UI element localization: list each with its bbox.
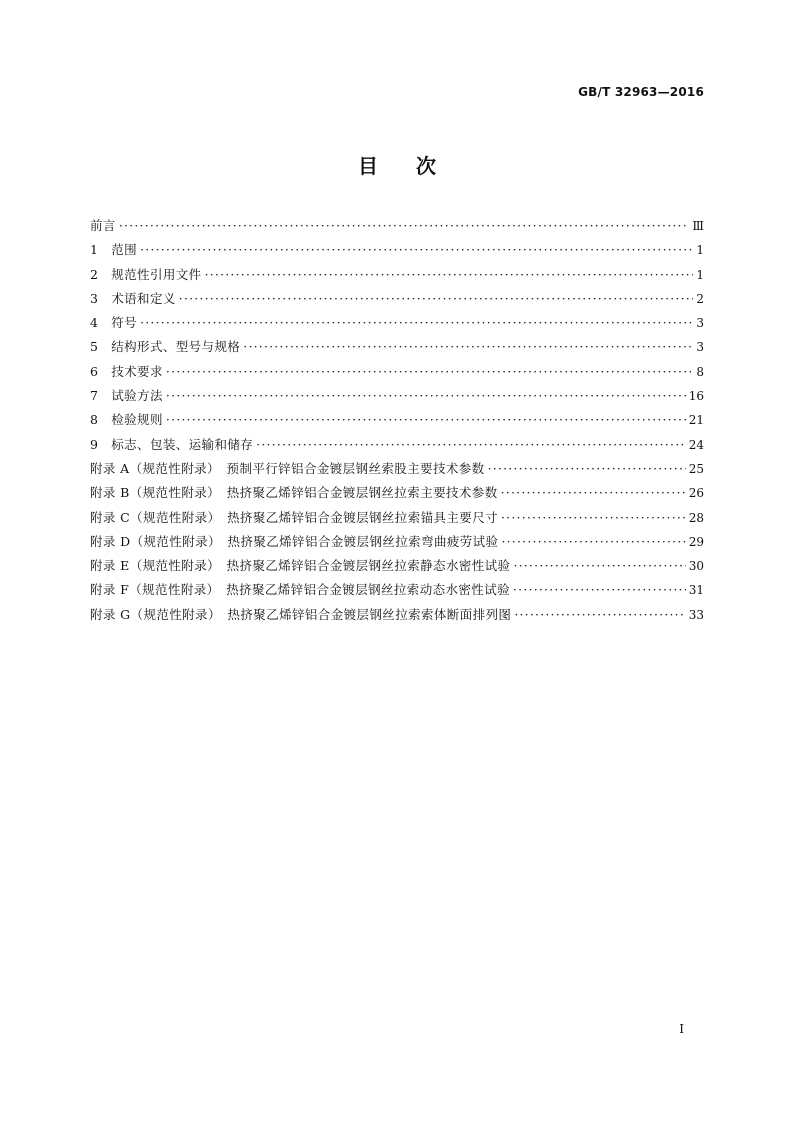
toc-page-number: 24 xyxy=(688,437,704,452)
page-number: Ⅰ xyxy=(679,1022,684,1036)
dot-leader xyxy=(140,242,693,257)
toc-page-number: 33 xyxy=(688,607,704,622)
dot-leader xyxy=(243,339,693,354)
toc-entry-foreword[interactable] xyxy=(90,216,704,240)
toc-entry-label: 1 范围 xyxy=(90,242,138,258)
toc-page-number: 21 xyxy=(688,413,704,428)
toc-page-number: 29 xyxy=(688,534,704,549)
toc-entry-scope[interactable] xyxy=(90,240,704,264)
dot-leader xyxy=(166,388,686,403)
toc-page-number: 28 xyxy=(688,510,704,525)
toc-entry-annex-a[interactable] xyxy=(90,459,704,483)
toc-page-number: 1 xyxy=(696,267,704,282)
toc-entry-inspection-rules[interactable] xyxy=(90,410,704,434)
toc-page-number: 26 xyxy=(688,486,704,501)
toc-entry-label: 2 规范性引用文件 xyxy=(90,266,202,282)
toc-entry-label: 3 术语和定义 xyxy=(90,290,176,306)
dot-leader xyxy=(256,437,686,452)
toc-entry-test-methods[interactable] xyxy=(90,386,704,410)
toc-entry-structure-models[interactable] xyxy=(90,337,704,361)
toc-page-number: 8 xyxy=(696,364,704,379)
toc-entry-label: 4 符号 xyxy=(90,315,138,331)
toc-entry-normative-references[interactable] xyxy=(90,265,704,289)
toc-entry-symbols[interactable] xyxy=(90,313,704,337)
toc-page-number: 16 xyxy=(688,389,704,404)
dot-leader xyxy=(140,315,693,330)
toc-entry-label: 附录 F（规范性附录） 热挤聚乙烯锌铝合金镀层钢丝拉索动态水密性试验 xyxy=(90,582,510,598)
toc-page-number: Ⅲ xyxy=(692,219,704,233)
toc-entry-label: 附录 C（规范性附录） 热挤聚乙烯锌铝合金镀层钢丝拉索锚具主要尺寸 xyxy=(90,509,498,525)
toc-entry-marking-packaging[interactable] xyxy=(90,435,704,459)
toc-entry-label: 5 结构形式、型号与规格 xyxy=(90,339,241,355)
dot-leader xyxy=(501,534,685,549)
dot-leader xyxy=(166,412,686,427)
dot-leader xyxy=(513,558,685,573)
dot-leader xyxy=(205,267,694,282)
toc-entry-terms-definitions[interactable] xyxy=(90,289,704,313)
toc-page-number: 2 xyxy=(696,291,704,306)
toc-entry-label: 附录 D（规范性附录） 热挤聚乙烯锌铝合金镀层钢丝拉索弯曲疲劳试验 xyxy=(90,533,499,549)
dot-leader xyxy=(501,510,686,525)
dot-leader xyxy=(119,218,690,233)
dot-leader xyxy=(179,291,694,306)
toc-page-number: 1 xyxy=(696,243,704,258)
toc-entry-label: 6 技术要求 xyxy=(90,363,163,379)
toc-entry-annex-c[interactable] xyxy=(90,508,704,532)
toc-entry-label: 9 标志、包装、运输和储存 xyxy=(90,436,254,452)
toc-entry-label: 附录 E（规范性附录） 热挤聚乙烯锌铝合金镀层钢丝拉索静态水密性试验 xyxy=(90,558,511,574)
toc-page-number: 25 xyxy=(688,461,704,476)
dot-leader xyxy=(513,582,686,597)
dot-leader xyxy=(514,607,685,622)
toc-page-number: 3 xyxy=(696,340,704,355)
toc-entry-label: 附录 G（规范性附录） 热挤聚乙烯锌铝合金镀层钢丝拉索索体断面排列图 xyxy=(90,606,512,622)
toc-entry-annex-e[interactable] xyxy=(90,556,704,580)
toc-entry-label: 7 试验方法 xyxy=(90,388,163,404)
standard-number: GB/T 32963—2016 xyxy=(578,85,704,99)
toc-entry-label: 附录 A（规范性附录） 预制平行锌铝合金镀层钢丝索股主要技术参数 xyxy=(90,460,485,476)
toc-entry-label: 前言 xyxy=(90,218,116,233)
dot-leader xyxy=(488,461,686,476)
toc-entry-technical-requirements[interactable] xyxy=(90,362,704,386)
toc-entry-annex-d[interactable] xyxy=(90,532,704,556)
dot-leader xyxy=(166,364,694,379)
toc-entry-annex-b[interactable] xyxy=(90,483,704,507)
toc-page-number: 3 xyxy=(696,316,704,331)
toc-page-number: 31 xyxy=(688,583,704,598)
toc-page-number: 30 xyxy=(688,559,704,574)
dot-leader xyxy=(501,485,686,500)
toc-entry-annex-g[interactable] xyxy=(90,605,704,629)
toc-entry-label: 附录 B（规范性附录） 热挤聚乙烯锌铝合金镀层钢丝拉索主要技术参数 xyxy=(90,485,498,501)
toc-entry-annex-f[interactable] xyxy=(90,580,704,604)
table-of-contents xyxy=(90,216,704,629)
toc-entry-label: 8 检验规则 xyxy=(90,412,163,428)
page-title: 目次 xyxy=(358,154,474,178)
